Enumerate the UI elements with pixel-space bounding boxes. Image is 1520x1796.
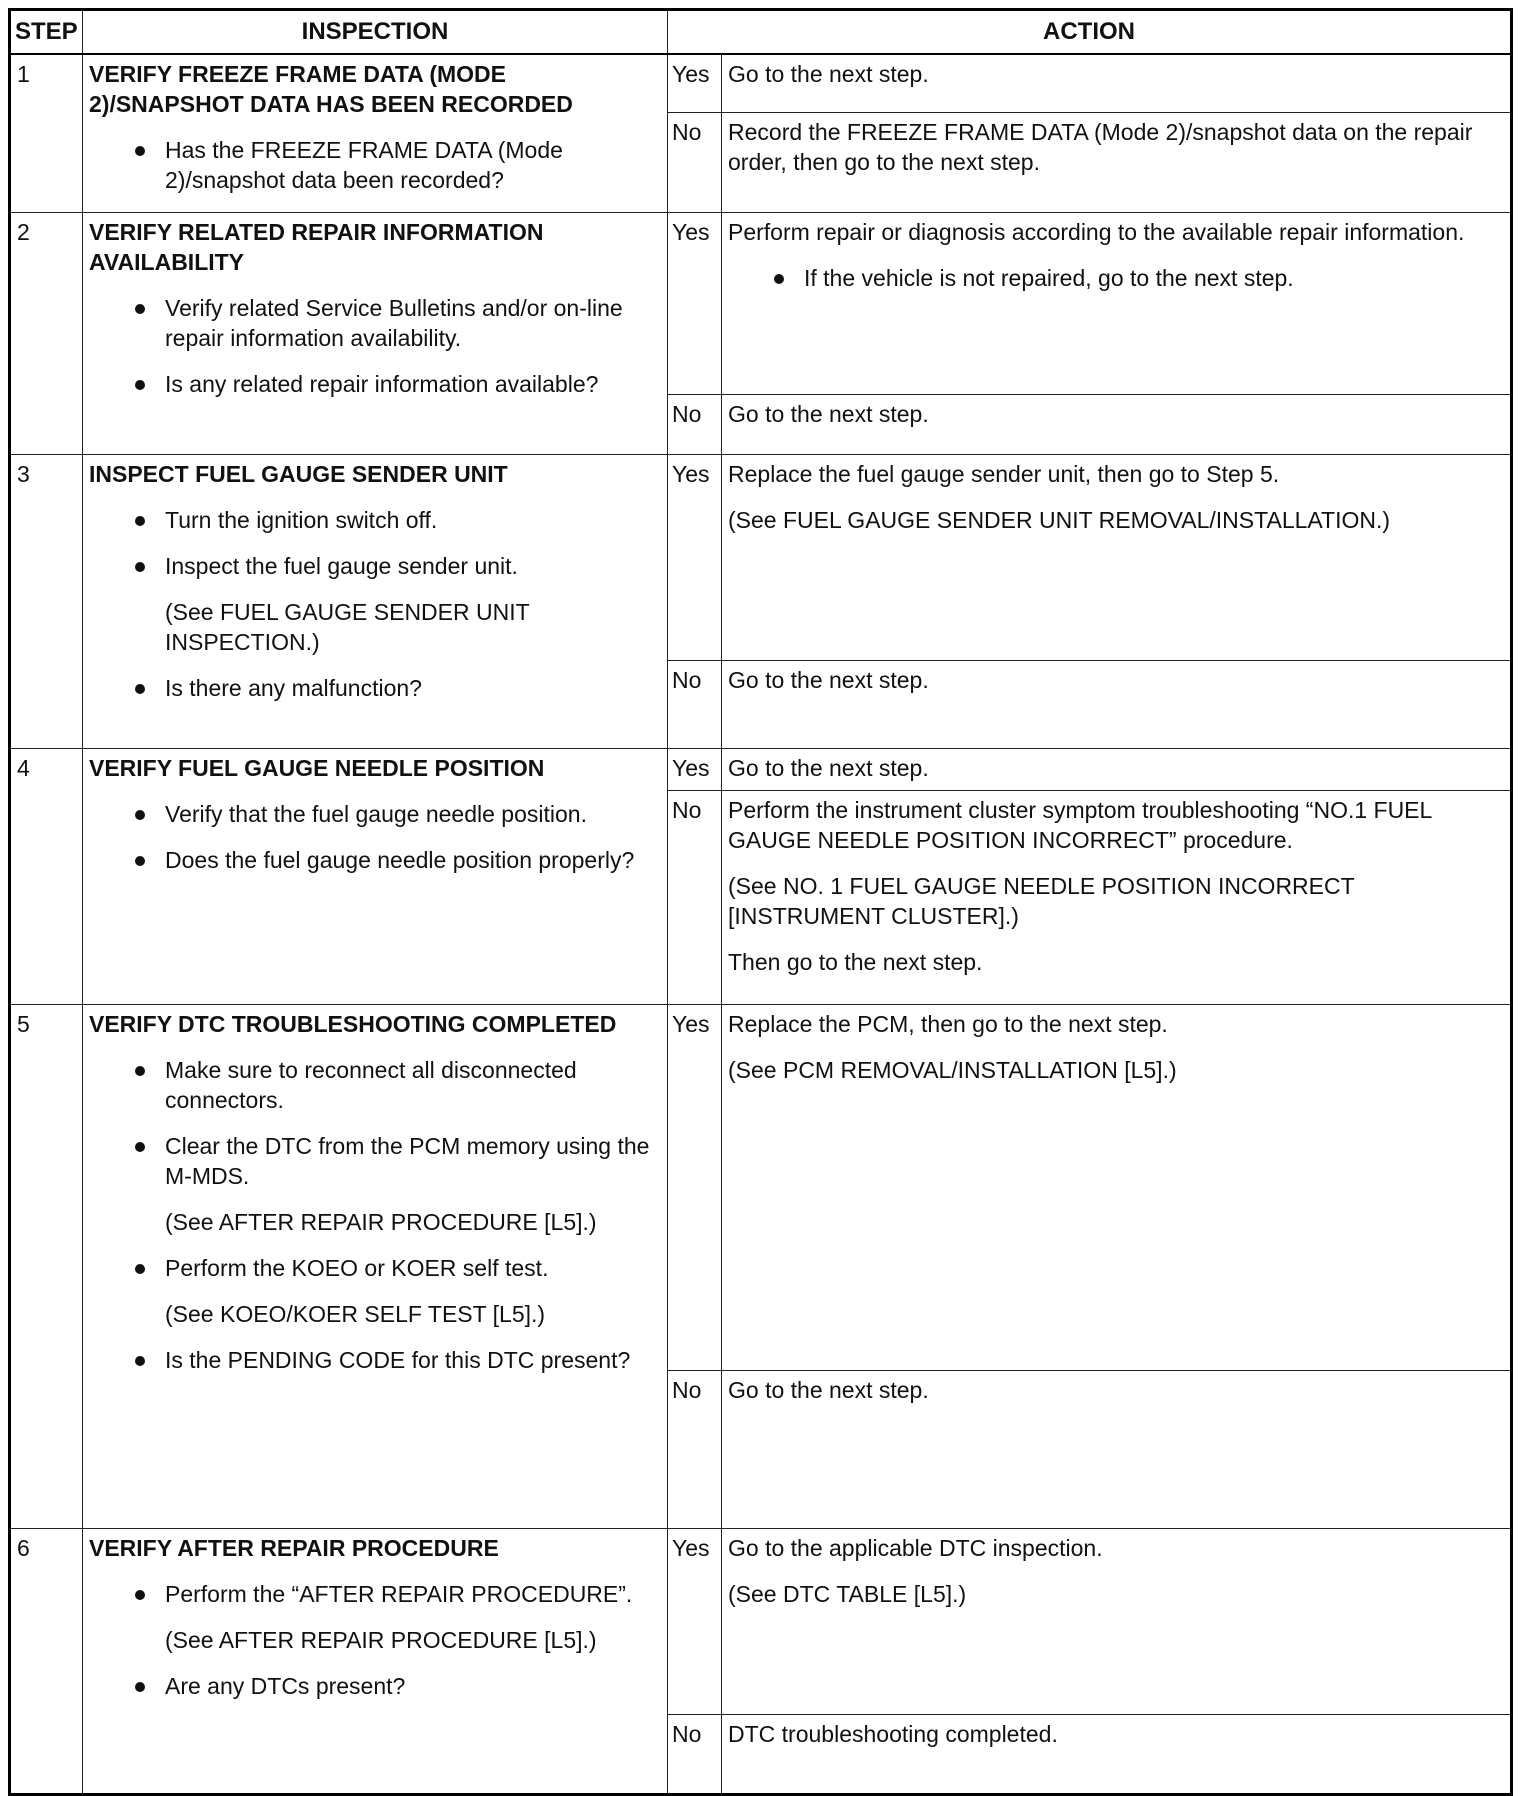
table-row (10, 212, 1512, 394)
no-action-ref: (See NO. 1 FUEL GAUGE NEEDLE POSITION INCORRECT [INSTRUMENT CLUSTER].) (728, 872, 1355, 929)
yes-action-cell (722, 212, 1512, 394)
inspection-item: Make sure to reconnect all disconnected connectors. (89, 1055, 661, 1115)
no-label: No (668, 1714, 722, 1794)
inspection-item: Is there any malfunction? (89, 673, 661, 703)
step-number: 6 (10, 1528, 83, 1794)
inspection-title: VERIFY RELATED REPAIR INFORMATION AVAILABILITY (89, 218, 544, 275)
inspection-note: (See KOEO/KOER SELF TEST [L5].) (165, 1300, 546, 1327)
yes-action-ref: (See FUEL GAUGE SENDER UNIT REMOVAL/INSTALLATION.) (728, 506, 1391, 533)
inspection-item: Inspect the fuel gauge sender unit. (89, 551, 661, 581)
no-label: No (668, 660, 722, 748)
yes-action: Go to the applicable DTC inspection. (728, 1534, 1103, 1561)
inspection-item: Perform the KOEO or KOER self test. (89, 1253, 661, 1283)
no-action-then: Then go to the next step. (728, 948, 983, 975)
table-row (10, 454, 1512, 660)
step-number: 5 (10, 1004, 83, 1528)
table-row (10, 748, 1512, 790)
yes-action-ref: (See DTC TABLE [L5].) (728, 1580, 967, 1607)
yes-label: Yes (668, 212, 722, 394)
inspection-cell (83, 1528, 668, 1794)
header-inspection: INSPECTION (83, 10, 668, 55)
inspection-cell (83, 212, 668, 454)
yes-action-ref: (See PCM REMOVAL/INSTALLATION [L5].) (728, 1056, 1177, 1083)
no-action: Go to the next step. (728, 1376, 929, 1403)
inspection-note: (See FUEL GAUGE SENDER UNIT INSPECTION.) (165, 598, 530, 655)
yes-label: Yes (668, 454, 722, 660)
yes-action: Replace the PCM, then go to the next step. (728, 1010, 1168, 1037)
no-label: No (668, 112, 722, 212)
no-label: No (668, 790, 722, 1004)
yes-action-cell (722, 54, 1512, 112)
inspection-title: VERIFY FREEZE FRAME DATA (MODE 2)/SNAPSHOT DATA HAS BEEN RECORDED (89, 61, 573, 117)
no-label: No (668, 394, 722, 454)
table-row (10, 54, 1512, 112)
inspection-title: VERIFY DTC TROUBLESHOOTING COMPLETED (89, 1010, 617, 1037)
no-action: DTC troubleshooting completed. (728, 1720, 1058, 1747)
inspection-cell (83, 748, 668, 1004)
inspection-title: VERIFY AFTER REPAIR PROCEDURE (89, 1534, 499, 1561)
yes-action: Go to the next step. (728, 754, 929, 781)
inspection-title: VERIFY FUEL GAUGE NEEDLE POSITION (89, 754, 545, 781)
inspection-item: Are any DTCs present? (89, 1671, 661, 1701)
no-action: Go to the next step. (728, 666, 929, 693)
no-action-cell (722, 660, 1512, 748)
no-action: Perform the instrument cluster symptom troubleshooting “NO.1 FUEL GAUGE NEEDLE POSITION INCORRECT” procedure. (728, 796, 1432, 853)
header-action: ACTION (668, 10, 1512, 55)
table-row (10, 1004, 1512, 1370)
inspection-item: Is the PENDING CODE for this DTC present? (89, 1345, 661, 1375)
inspection-item: Turn the ignition switch off. (89, 505, 661, 535)
header-row (10, 10, 1512, 55)
inspection-cell (83, 1004, 668, 1528)
inspection-title: INSPECT FUEL GAUGE SENDER UNIT (89, 460, 508, 487)
step-number: 2 (10, 212, 83, 454)
yes-action: Replace the fuel gauge sender unit, then go to Step 5. (728, 460, 1280, 487)
inspection-cell (83, 454, 668, 748)
inspection-item: Has the FREEZE FRAME DATA (Mode 2)/snapshot data been recorded? (89, 135, 661, 195)
no-action: Go to the next step. (728, 400, 929, 427)
yes-action-cell (722, 748, 1512, 790)
inspection-item: Perform the “AFTER REPAIR PROCEDURE”. (89, 1579, 661, 1609)
yes-action: Go to the next step. (728, 61, 929, 87)
troubleshooting-table (8, 8, 1513, 1796)
inspection-item: Is any related repair information available? (89, 369, 661, 399)
no-action-cell (722, 790, 1512, 1004)
yes-label: Yes (668, 1528, 722, 1714)
no-action-cell (722, 1370, 1512, 1528)
inspection-item: Verify that the fuel gauge needle position. (89, 799, 661, 829)
inspection-item: Does the fuel gauge needle position properly? (89, 845, 661, 875)
yes-label: Yes (668, 748, 722, 790)
step-number: 4 (10, 748, 83, 1004)
no-label: No (668, 1370, 722, 1528)
table-row (10, 1528, 1512, 1714)
inspection-cell (83, 54, 668, 212)
yes-action: Perform repair or diagnosis according to the available repair information. (728, 218, 1465, 245)
yes-action-cell (722, 1528, 1512, 1714)
inspection-item: Clear the DTC from the PCM memory using the M-MDS. (89, 1131, 661, 1191)
step-number: 3 (10, 454, 83, 748)
yes-label: Yes (668, 54, 722, 112)
inspection-note: (See AFTER REPAIR PROCEDURE [L5].) (165, 1626, 597, 1653)
inspection-item: Verify related Service Bulletins and/or on-line repair information availability. (89, 293, 661, 353)
yes-label: Yes (668, 1004, 722, 1370)
yes-action-cell (722, 454, 1512, 660)
no-action: Record the FREEZE FRAME DATA (Mode 2)/snapshot data on the repair order, then go to the next step. (728, 118, 1473, 175)
inspection-note: (See AFTER REPAIR PROCEDURE [L5].) (165, 1208, 597, 1235)
no-action-cell (722, 1714, 1512, 1794)
yes-action-cell (722, 1004, 1512, 1370)
no-action-cell (722, 112, 1512, 212)
troubleshooting-table-wrapper (8, 8, 1513, 1796)
header-step: STEP (10, 10, 83, 55)
no-action-cell (722, 394, 1512, 454)
step-number: 1 (10, 54, 83, 212)
yes-action-item: If the vehicle is not repaired, go to the next step. (728, 263, 1504, 293)
